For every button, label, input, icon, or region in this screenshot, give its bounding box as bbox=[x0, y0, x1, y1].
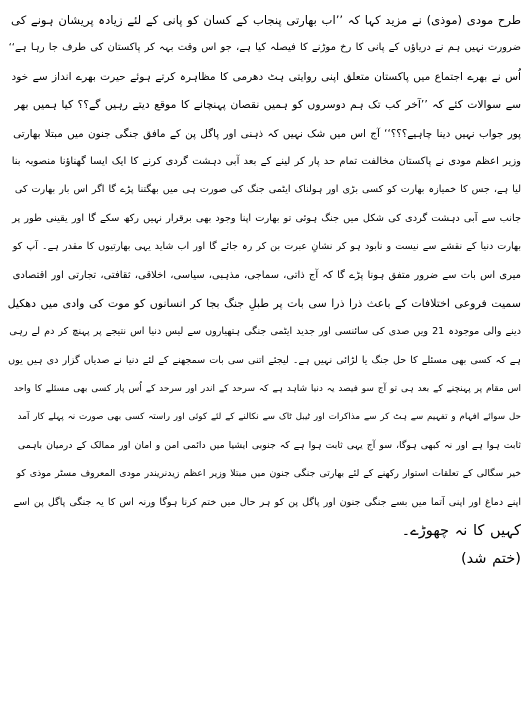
article-line: سے سوالات کئے کہ ’’آخر کب تک ہم دوسروں کو ہمیں نقصان پہنچانے کا موقع دیتے رہیں گے؟؟ کیا ہمیں بھر bbox=[14, 98, 521, 112]
article-line: اس مقام پر پہنچنے کے بعد ہی تو آج سو فیصد یہ دنیا شاہد ہے کہ سرحد کے اندر اور سرحد کے اُس پار کسی بھی مسئلے کا واحد bbox=[13, 384, 521, 395]
article-line: طرح مودی (موذی) نے مزید کہا کہ ’’اب بھارتی پنجاب کے کسان کو پانی کے لئے زیادہ پریشان ہونے کی bbox=[11, 13, 521, 27]
article-line: اپنے دماغ اور اپنی آتما میں بسے جنگی جنون اور پاگل پن کو ہر حال میں ختم کرنا ہوگا ورنہ اس کا یہ جنگی پاگل پن اسے bbox=[13, 496, 521, 508]
article-line-last: کہیں کا نہ چھوڑے۔ bbox=[401, 522, 521, 540]
article-line: بھارت دنیا کے نقشے سے نیست و نابود ہو کر نشانِ عبرت بن کر رہ جائے گا اور اب شاید یہی بھارتیوں کا مقدر ہے۔ آپ کو bbox=[12, 241, 521, 253]
article-line: پور جواب نہیں دینا چاہیے؟؟؟‘‘ آج اس میں شک نہیں کہ ذہنی اور پاگل پن کے مافق جنگی جنون میں مبتلا بھارتی bbox=[13, 127, 521, 140]
article-line: ضرورت نہیں ہم نے دریاؤں کے پانی کا رخ موڑنے کا فیصلہ کیا ہے، جو اس وقت بہہ کر پاکستان کی طرف جا رہا ہے‘‘ bbox=[8, 42, 521, 54]
article-body bbox=[8, 6, 521, 574]
article-line: لیا ہے، جس کا خمیازہ بھارت کو کسی بڑی اور ہولناک ایٹمی جنگ کی صورت ہی میں بھگتنا پڑے گا اگر اس بار بھارت کی bbox=[14, 184, 521, 196]
article-line: جانب سے آبی دہشت گردی کی شکل میں جنگ ہوئی تو بھارت اپنا وجود بھی برقرار نہیں رکھ سکے گا اور یقینی طور پر bbox=[12, 212, 521, 224]
article-line: ثابت ہوا ہے اور نہ کبھی ہوگا، سو آج یہی ثابت ہوا ہے کہ جنوبی ایشیا میں دائمی امن و امان اور ممالک کے درمیان باہمی bbox=[17, 439, 521, 451]
article-line: میری اس بات سے ضرور متفق ہونا پڑے گا کہ آج ذاتی، سماجی، مذہبی، سیاسی، اخلاقی، ثقافتی، تجارتی اور اقتصادی bbox=[12, 269, 521, 281]
article-line: خیر سگالی کے تعلقات استوار رکھنے کے لئے بھارتی جنگی جنون میں مبتلا وزیر اعظم زیدنریندر مودی المعروف مسٹر موذی کو bbox=[16, 468, 521, 480]
article-signature: (ختم شد) bbox=[460, 550, 521, 568]
article-line: اُس نے بھرے اجتماع میں پاکستان متعلق اپنی روایتی ہٹ دھرمی کا مظاہرہ کرتے ہوئے حیرت بھرے انداز سے خود bbox=[11, 70, 521, 83]
article-line: دینے والی موجودہ 21 ویں صدی کی سائنسی اور جدید ایٹمی جنگی ہتھیاروں سے لیس دنیا اس نتیجے پر پہنچ کر دم لے رہی bbox=[9, 326, 521, 338]
article-line: سمیت فروعی اختلافات کے باعث ذرا ذرا سی بات پر طبلِ جنگ بجا کر انسانوں کو موت کی وادی میں دھکیل bbox=[8, 296, 521, 310]
article-line: ہے کہ کسی بھی مسئلے کا حل جنگ یا لڑائی نہیں ہے۔ لیجئے اتنی سی بات سمجھنے کے لئے دنیا نے صدیاں گزار دی ہیں یوں bbox=[8, 354, 521, 366]
article-line: وزیر اعظم مودی نے پاکستان مخالفت تمام حد پار کر لینے کے بعد آبی دہشت گردی کرنے کا ایک ایسا گھناؤنا منصوبہ بنا bbox=[11, 155, 521, 167]
article-line: حل سوائے افہام و تفہیم سے ہٹ کر سے مذاکرات اور ٹیبل ٹاک سے نکالنے کے لئے کوئی اور راستہ کسی بھی صورت نہ پہلے کار آمد bbox=[17, 412, 521, 423]
